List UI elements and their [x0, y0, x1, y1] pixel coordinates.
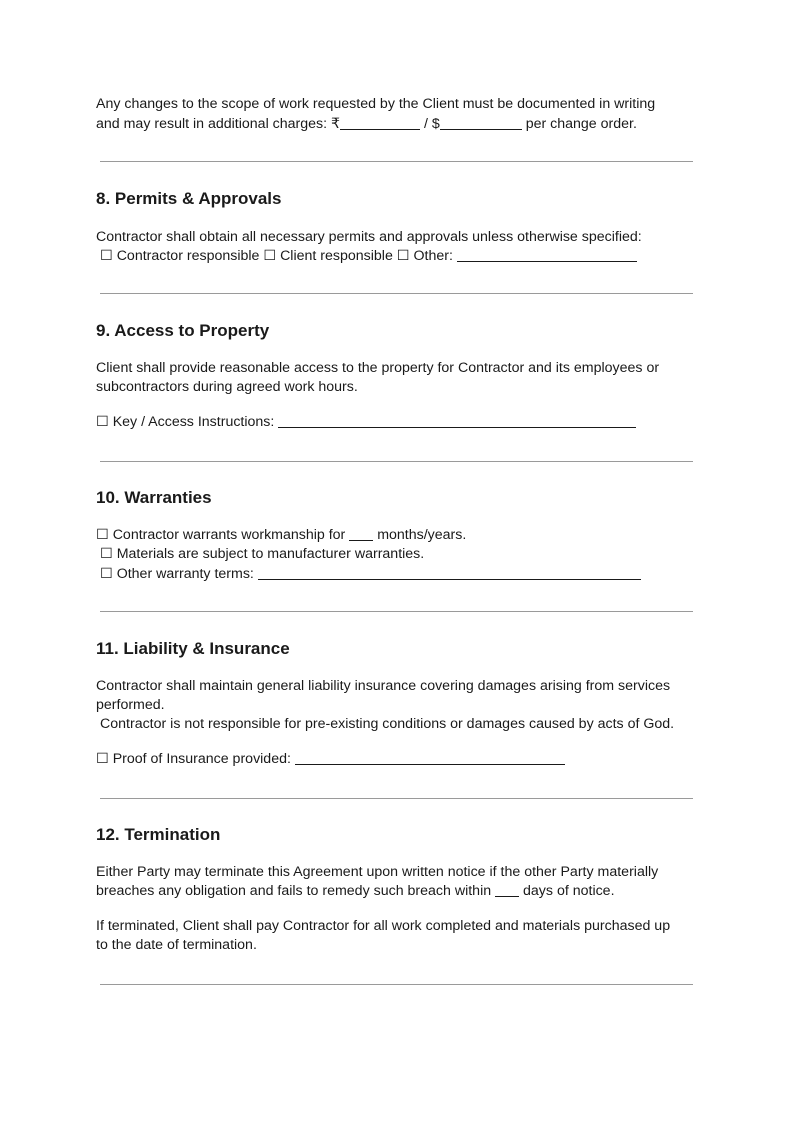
dollar-amount-blank[interactable]: [440, 115, 522, 130]
rupee-amount-blank[interactable]: [340, 115, 420, 130]
access-key-line: [96, 413, 636, 433]
termination-p1-line-2: [96, 882, 615, 902]
liability-line-3: Contractor is not responsible for pre-existing conditions or damages caused by acts of God.: [100, 716, 675, 732]
workmanship-warranty-text-a: Contractor warrants workmanship for: [112, 527, 346, 543]
termination-p2-line-1: If terminated, Client shall pay Contractor for all work completed and materials purchased up: [96, 918, 671, 934]
checkbox-manufacturer-warranty[interactable]: ☐: [100, 546, 113, 562]
permits-options: [100, 247, 637, 267]
other-permits-blank[interactable]: [457, 247, 637, 262]
checkbox-insurance-proof[interactable]: ☐: [96, 751, 109, 767]
warranty-item-2: [100, 545, 424, 565]
section-divider: [100, 984, 693, 985]
section-divider: [100, 611, 693, 612]
remedy-days-blank[interactable]: [495, 882, 519, 897]
checkbox-other-warranty[interactable]: ☐: [100, 566, 113, 582]
termination-text-b: days of notice.: [523, 883, 615, 899]
insurance-proof-label: Proof of Insurance provided:: [112, 751, 291, 767]
liability-line-1: Contractor shall maintain general liability insurance covering damages arising from services: [96, 678, 671, 694]
permits-text: Contractor shall obtain all necessary permits and approvals unless otherwise specified:: [96, 229, 642, 245]
section-divider: [100, 161, 693, 162]
warranty-item-3: [100, 565, 641, 585]
other-warranty-blank[interactable]: [258, 565, 641, 580]
checkbox-contractor-responsible[interactable]: ☐: [100, 248, 113, 264]
checkbox-workmanship-warranty[interactable]: ☐: [96, 527, 109, 543]
access-line-1: Client shall provide reasonable access to the property for Contractor and its employees or: [96, 360, 660, 376]
section-divider: [100, 461, 693, 462]
access-heading: 9. Access to Property: [96, 321, 270, 340]
other-warranty-label: Other warranty terms:: [116, 566, 254, 582]
change-order-line-2: [96, 115, 637, 135]
access-line-2: subcontractors during agreed work hours.: [96, 379, 358, 395]
manufacturer-warranty-text: Materials are subject to manufacturer warranties.: [116, 546, 425, 562]
section-divider: [100, 798, 693, 799]
warranty-duration-blank[interactable]: [349, 526, 373, 541]
insurance-proof-line: [96, 750, 565, 770]
checkbox-client-responsible[interactable]: ☐: [263, 248, 277, 264]
termination-heading: 12. Termination: [96, 825, 221, 844]
termination-p2-line-2: to the date of termination.: [96, 937, 257, 953]
liability-line-2: performed.: [96, 697, 165, 713]
checkbox-other[interactable]: ☐: [396, 248, 410, 264]
workmanship-warranty-text-b: months/years.: [377, 527, 467, 543]
change-order-text-a: and may result in additional charges: ₹: [96, 116, 341, 132]
option-client-responsible-label: Client responsible: [280, 248, 393, 264]
change-order-line-1: Any changes to the scope of work requested by the Client must be documented in writing: [96, 96, 656, 112]
section-divider: [100, 293, 693, 294]
option-contractor-responsible-label: Contractor responsible: [116, 248, 260, 264]
permits-heading: 8. Permits & Approvals: [96, 189, 282, 208]
checkbox-key-access[interactable]: ☐: [96, 414, 109, 430]
termination-p1-line-1: Either Party may terminate this Agreement upon written notice if the other Party materially: [96, 864, 659, 880]
change-order-text-c: per change order.: [521, 116, 637, 132]
key-access-blank[interactable]: [278, 413, 636, 428]
option-other-label: Other:: [413, 248, 453, 264]
change-order-text-b: / $: [420, 116, 440, 132]
key-access-label: Key / Access Instructions:: [112, 414, 275, 430]
warranties-heading: 10. Warranties: [96, 488, 212, 507]
insurance-proof-blank[interactable]: [295, 750, 565, 765]
termination-text-a: breaches any obligation and fails to remedy such breach within: [96, 883, 492, 899]
liability-heading: 11. Liability & Insurance: [96, 639, 290, 658]
warranty-item-1: [96, 526, 466, 546]
